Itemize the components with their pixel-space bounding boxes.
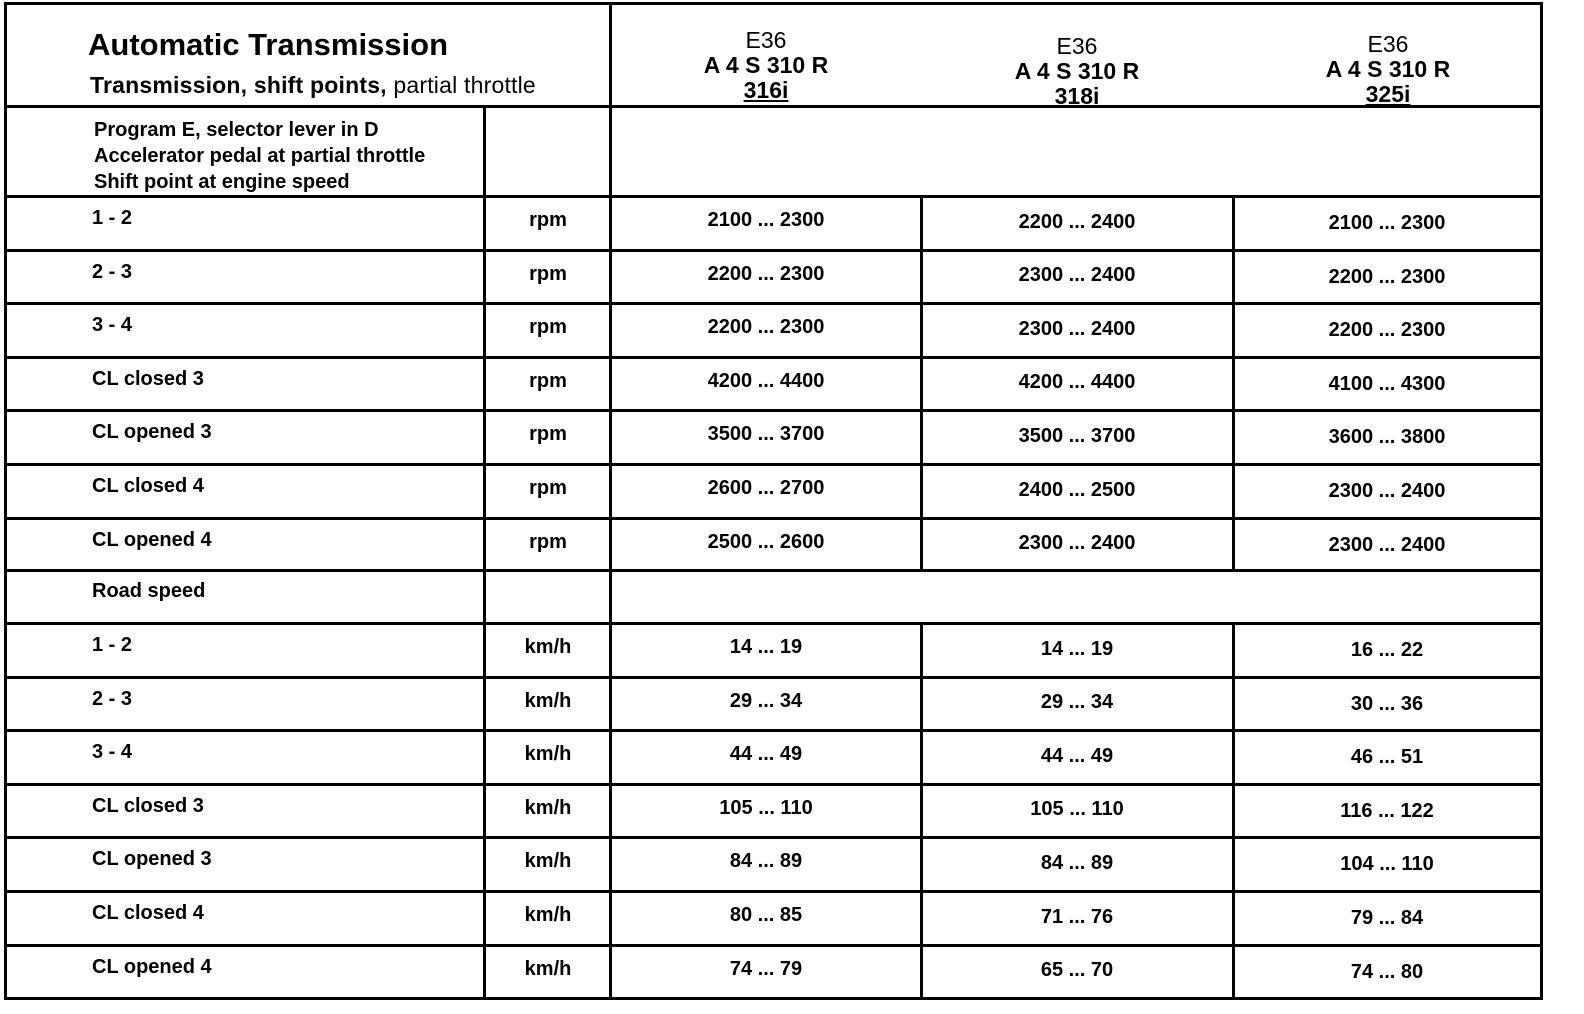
row-unit: km/h (524, 743, 572, 766)
row-label: CL closed 3 (92, 367, 204, 390)
value-cell: 2100 ... 2300 (707, 209, 825, 231)
model-family: E36 (1367, 31, 1409, 57)
value-cell: 4200 ... 4400 (707, 369, 825, 392)
model-variant: 316i (743, 77, 789, 103)
value-cell: 116 ... 122 (1340, 799, 1434, 822)
table-border-right (1540, 2, 1543, 1000)
value-cell: 84 ... 89 (1040, 851, 1114, 874)
value-cell: 104 ... 110 (1340, 853, 1434, 876)
row-label: CL opened 3 (92, 848, 212, 871)
value-column-divider (1232, 622, 1235, 1000)
model-header-325i (1234, 32, 1542, 107)
value-cell: 46 ... 51 (1350, 746, 1424, 769)
row-divider (4, 622, 1542, 625)
value-cell: 30 ... 36 (1350, 692, 1424, 715)
row-divider (4, 356, 1542, 359)
model-header-318i (922, 34, 1232, 109)
row-unit: rpm (529, 316, 567, 339)
value-cell: 29 ... 34 (1040, 691, 1114, 714)
value-cell: 74 ... 79 (729, 957, 803, 980)
row-label: CL closed 3 (92, 794, 204, 817)
value-cell: 2400 ... 2500 (1018, 478, 1136, 501)
row-label: 1 - 2 (92, 634, 133, 656)
row-unit: rpm (529, 423, 567, 446)
row-label: CL closed 4 (92, 475, 204, 497)
value-cell: 14 ... 19 (1040, 637, 1114, 660)
value-cell: 2300 ... 2400 (1328, 480, 1446, 502)
row-unit: km/h (524, 796, 572, 819)
row-unit: rpm (529, 477, 567, 499)
row-divider (4, 676, 1542, 679)
intro-line: Shift point at engine speed (94, 171, 350, 193)
row-unit: km/h (524, 636, 572, 658)
row-unit: rpm (529, 262, 567, 285)
value-cell: 3500 ... 3700 (707, 423, 825, 446)
row-divider (4, 729, 1542, 732)
value-cell: 44 ... 49 (729, 743, 803, 766)
row-divider (4, 302, 1542, 305)
row-divider (4, 944, 1542, 947)
model-transmission: A 4 S 310 R (1325, 56, 1451, 82)
value-cell: 2200 ... 2300 (1328, 265, 1446, 288)
value-cell: 71 ... 76 (1040, 905, 1114, 928)
row-label: 2 - 3 (92, 687, 133, 710)
value-cell: 16 ... 22 (1350, 639, 1424, 661)
table-border-top (4, 2, 1542, 5)
row-unit: rpm (529, 530, 567, 553)
value-cell: 4200 ... 4400 (1018, 371, 1136, 394)
value-cell: 2200 ... 2300 (707, 262, 825, 285)
value-cell: 2300 ... 2400 (1328, 533, 1446, 556)
row-unit: rpm (529, 369, 567, 392)
page-title: Automatic Transmission (88, 27, 449, 62)
row-label: CL closed 4 (92, 902, 204, 924)
value-cell: 2200 ... 2300 (1328, 319, 1446, 342)
intro-line: Accelerator pedal at partial throttle (94, 145, 426, 167)
value-cell: 79 ... 84 (1350, 907, 1424, 929)
value-cell: 14 ... 19 (729, 636, 803, 658)
value-cell: 2200 ... 2400 (1018, 210, 1136, 233)
value-cell: 2600 ... 2700 (707, 477, 825, 499)
value-column-divider (1232, 195, 1235, 571)
row-divider (4, 409, 1542, 412)
row-label: CL opened 4 (92, 955, 212, 978)
row-divider (4, 463, 1542, 466)
value-cell: 74 ... 80 (1350, 960, 1424, 983)
row-divider (4, 195, 1542, 198)
row-label: 3 - 4 (92, 314, 133, 337)
model-family: E36 (745, 27, 787, 53)
value-cell: 105 ... 110 (719, 796, 813, 819)
row-divider (4, 249, 1542, 252)
road-speed-heading: Road speed (92, 580, 206, 602)
value-cell: 2300 ... 2400 (1018, 317, 1136, 340)
row-label: 2 - 3 (92, 260, 133, 283)
row-divider (4, 517, 1542, 520)
table-border-bottom (4, 997, 1542, 1000)
value-cell: 2500 ... 2600 (707, 530, 825, 553)
value-cell: 2200 ... 2300 (707, 316, 825, 339)
road-speed-top-divider (4, 569, 1542, 572)
value-cell: 4100 ... 4300 (1328, 372, 1446, 395)
row-unit: km/h (524, 689, 572, 712)
value-cell: 29 ... 34 (729, 689, 803, 712)
value-cell: 2100 ... 2300 (1328, 212, 1446, 234)
model-transmission: A 4 S 310 R (1014, 58, 1140, 84)
row-unit: rpm (529, 209, 567, 231)
value-column-divider (920, 622, 923, 1000)
value-cell: 105 ... 110 (1030, 798, 1124, 821)
subtitle-main: Transmission, shift points, (90, 72, 387, 98)
intro-line: Program E, selector lever in D (94, 119, 379, 141)
value-cell: 80 ... 85 (729, 904, 803, 926)
model-variant: 325i (1365, 81, 1411, 107)
value-column-divider (920, 195, 923, 571)
row-label: CL opened 4 (92, 528, 212, 551)
value-cell: 44 ... 49 (1040, 744, 1114, 767)
row-label: 1 - 2 (92, 207, 133, 229)
row-unit: km/h (524, 850, 572, 873)
table-border-left (4, 2, 7, 1000)
subtitle-rest: partial throttle (393, 72, 536, 98)
model-family: E36 (1056, 33, 1098, 59)
value-cell: 65 ... 70 (1040, 959, 1114, 982)
row-label: CL opened 3 (92, 421, 212, 444)
model-transmission: A 4 S 310 R (703, 52, 829, 78)
value-cell: 84 ... 89 (729, 850, 803, 873)
value-cell: 2300 ... 2400 (1018, 264, 1136, 287)
row-label: 3 - 4 (92, 741, 133, 764)
model-variant: 318i (1054, 83, 1100, 109)
row-unit: km/h (524, 904, 572, 926)
value-cell: 3500 ... 3700 (1018, 424, 1136, 447)
model-header-316i (612, 28, 920, 103)
value-cell: 3600 ... 3800 (1328, 426, 1446, 449)
row-divider (4, 783, 1542, 786)
value-cell: 2300 ... 2400 (1018, 532, 1136, 555)
page-subtitle (90, 72, 536, 99)
row-unit: km/h (524, 957, 572, 980)
row-divider (4, 890, 1542, 893)
row-divider (4, 836, 1542, 839)
program-description (94, 117, 425, 195)
